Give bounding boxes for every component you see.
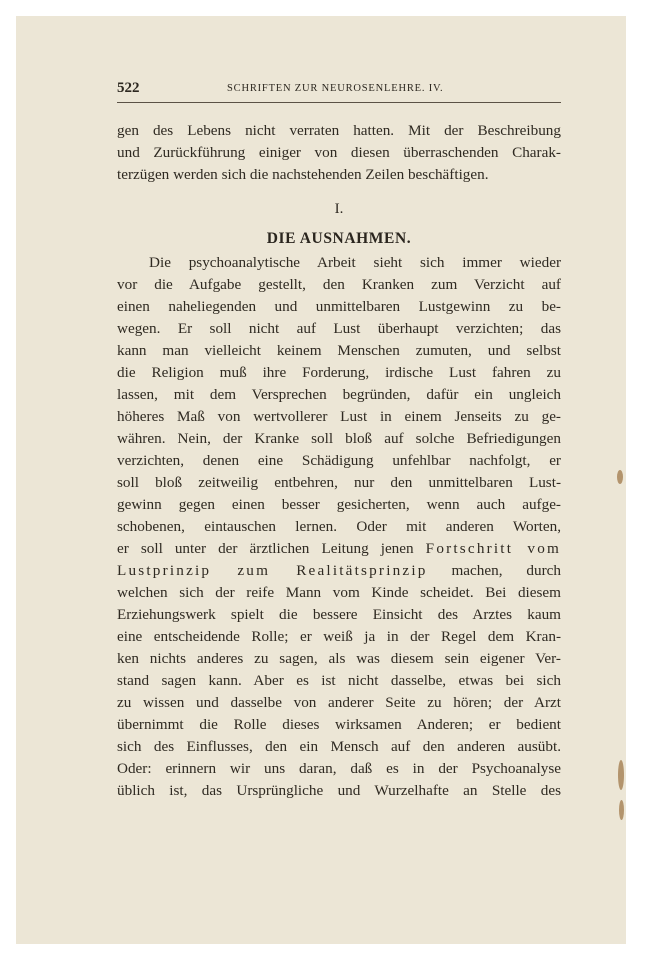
running-title: SCHRIFTEN ZUR NEUROSENLEHRE. IV. (227, 83, 444, 94)
text-line: stand sagen kann. Aber es ist nicht dasselbe, etwas bei sich (117, 672, 561, 689)
text-line: gen des Lebens nicht verraten hatten. Mit der Beschreibung (117, 122, 561, 139)
text-line: zu wissen und dasselbe von anderer Seite zu hören; der Arzt (117, 694, 561, 711)
text-fragment: machen, durch (427, 562, 561, 579)
header-rule (117, 102, 561, 103)
text-line: übernimmt die Rolle dieses wirksamen Anderen; er bedient (117, 716, 561, 733)
main-paragraph (117, 252, 561, 802)
text-line: verzichten, denen eine Schädigung unfehlbar nachfolgt, er (117, 452, 561, 469)
text-line: eine entscheidende Rolle; er weiß ja in der Regel dem Kran- (117, 628, 561, 645)
spaced-emphasis: Lustprinzip zum Realitätsprinzip (117, 562, 428, 579)
paper-stain (617, 470, 623, 484)
text-line: soll bloß zeitweilig entbehren, nur den unmittelbaren Lust- (117, 474, 561, 491)
text-line: üblich ist, das Ursprüngliche und Wurzelhafte an Stelle des (117, 782, 561, 799)
section-number: I. (334, 201, 344, 217)
text-line: kann man vielleicht keinem Menschen zumuten, und selbst (117, 342, 561, 359)
text-line: die Religion muß ihre Forderung, irdische Lust fahren zu (117, 364, 561, 381)
text-line: lassen, mit dem Versprechen begründen, dafür ein ungleich (117, 386, 561, 403)
text-line: welchen sich der reife Mann vom Kinde scheidet. Bei diesem (117, 584, 561, 601)
text-line-emphasis (117, 560, 561, 582)
text-line: und Zurückführung einiger von diesen überraschenden Charak- (117, 144, 561, 161)
section-title: DIE AUSNAHMEN. (266, 230, 412, 247)
intro-paragraph (117, 120, 561, 186)
paper-stain (619, 800, 624, 820)
text-line: höheres Maß von wertvollerer Lust in einem Jenseits zu ge- (117, 408, 561, 425)
text-line: wegen. Er soll nicht auf Lust überhaupt verzichten; das (117, 320, 561, 337)
text-line: Oder: erinnern wir uns daran, daß es in der Psychoanalyse (117, 760, 561, 777)
paper-stain (618, 760, 624, 790)
page-number: 522 (117, 80, 140, 96)
text-line: sich des Einflusses, den ein Mensch auf den anderen ausübt. (117, 738, 561, 755)
text-line: vor die Aufgabe gestellt, den Kranken zum Verzicht auf (117, 276, 561, 293)
running-header (117, 78, 561, 102)
text-line: einen naheliegenden und unmittelbaren Lustgewinn zu be- (117, 298, 561, 315)
text-line: Erziehungswerk spielt die bessere Einsicht des Arztes kaum (117, 606, 561, 623)
text-line: gewinn gegen einen besser gesicherten, wenn auch aufge- (117, 496, 561, 513)
text-line-emphasis (117, 538, 561, 560)
spaced-emphasis: Fortschritt vom (425, 540, 561, 557)
text-line: Die psychoanalytische Arbeit sieht sich immer wieder (149, 254, 561, 271)
text-line: währen. Nein, der Kranke soll bloß auf solche Befriedigungen (117, 430, 561, 447)
text-line: ken nichts anderes zu sagen, als was diesem sein eigener Ver- (117, 650, 561, 667)
text-line: terzügen werden sich die nachstehenden Zeilen beschäftigen. (117, 166, 489, 183)
text-fragment: er soll unter der ärztlichen Leitung jenen (117, 540, 426, 557)
text-line: schobenen, eintauschen lernen. Oder mit anderen Worten, (117, 518, 561, 535)
